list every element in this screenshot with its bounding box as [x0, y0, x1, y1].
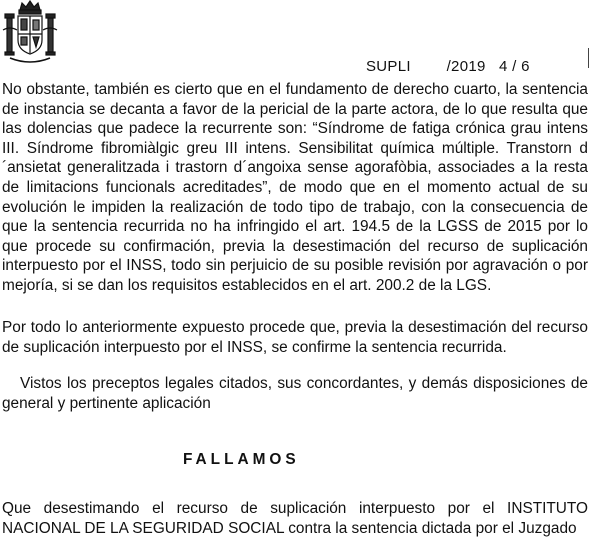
margin-mark [588, 48, 589, 68]
case-reference: SUPLI /2019 4 / 6 [366, 58, 530, 75]
paragraph-reasoning: No obstante, también es cierto que en el fundamento de derecho cuarto, la sentencia de instancia se decanta a favor de la pericial de la parte actora, de lo que resulta que las dolencias que padece la recurrente son: “Síndrome de fatiga crónica grau intens III. Síndrome fibromiàlgic greu III intens. Sensibilitat química múltiple. Transtorn d´ansietat generalitzada i trastorn d´angoixa sense agorafòbia, associades a la resta de limitacions funcionals acreditades”, de modo que en el momento actual de su evolución le impiden la realización de todo tipo de trabajo, con la consecuencia de que la sentencia recurrida no ha infringido el art. 194.5 de la LGSS de 2015 por lo que procede su confirmación, previa la desestimación del recurso de suplicación interpuesto por el INSS, todo sin perjuicio de su posible revisión por agravación o por mejoría, si se dan los requisitos establecidos en el art. 200.2 de la LGS. [2, 81, 588, 294]
ruling-heading: FALLAMOS [183, 451, 300, 468]
coat-of-arms-seal [2, 0, 58, 66]
paragraph-conclusion: Por todo lo anteriormente expuesto procede que, previa la desestimación del recurso de suplicación interpuesto por el INSS, se confirme la sentencia recurrida. [2, 319, 588, 356]
paragraph-ruling: Que desestimando el recurso de suplicación interpuesto por el INSTITUTO NACIONAL DE LA SEGURIDAD SOCIAL contra la sentencia dictada por el Juzgado [2, 500, 588, 537]
paragraph-legal-basis: Vistos los preceptos legales citados, sus concordantes, y demás disposiciones de general y pertinente aplicación [2, 375, 588, 412]
